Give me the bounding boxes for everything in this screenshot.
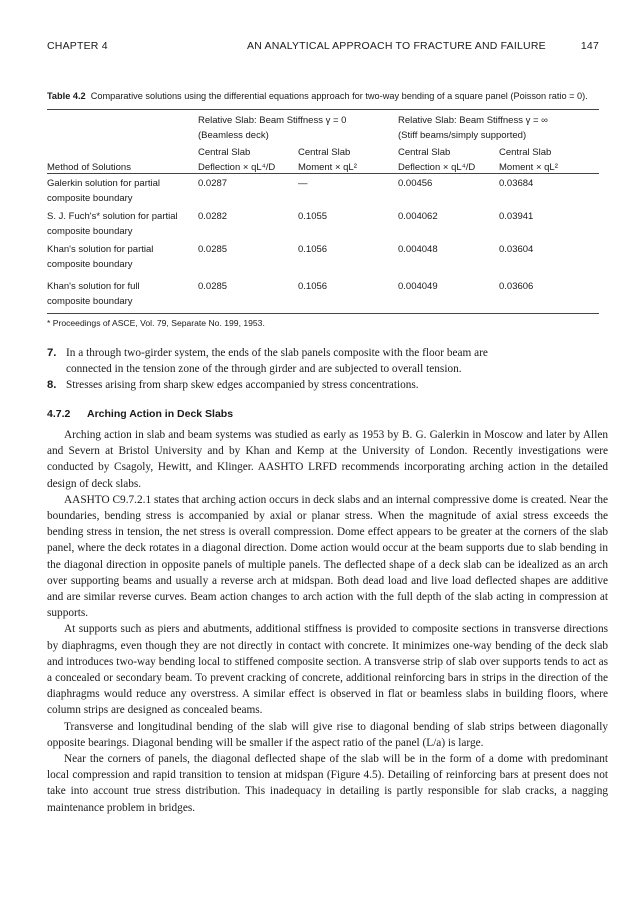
list-number: 7.	[47, 347, 57, 359]
column-header-line: Moment × qL²	[499, 162, 558, 173]
section-title: Arching Action in Deck Slabs	[87, 408, 234, 420]
table-cell: 0.03684	[499, 178, 534, 189]
chapter-title: AN ANALYTICAL APPROACH TO FRACTURE AND FAILURE	[247, 40, 546, 52]
table-label: Table 4.2	[47, 91, 86, 101]
column-header-line: Central Slab	[198, 147, 251, 158]
method-line: composite boundary	[47, 193, 133, 204]
table-cell: 0.03604	[499, 244, 534, 255]
list-item-8	[47, 377, 607, 395]
list-line: Stresses arising from sharp skew edges accompanied by stress concentrations.	[66, 379, 419, 391]
table-bottom-rule	[47, 313, 599, 314]
page-number: 147	[580, 40, 599, 52]
paragraph: At supports such as piers and abutments, additional stiffness is provided to composite sections in transverse directions by diaphragms, even though they are not directly in contact with concrete. It minimizes one-way bending of the deck slab and introduces two-way bending local to stiffened composite section. A transverse strip of slab over supports tends to act as a concealed or secondary beam. To prevent cracking of concrete, additional reinforcing bars in strips in the direction of the diaphragms would reduce any overstress. A similar effect is observed in flat or beamless slabs in building floors, where column strips are designed as concealed beams.	[47, 623, 608, 717]
method-line: Galerkin solution for partial	[47, 178, 160, 189]
method-line: composite boundary	[47, 296, 133, 307]
method-line: composite boundary	[47, 226, 133, 237]
list-text	[66, 377, 556, 393]
column-header-moment-2	[499, 145, 558, 175]
group-header-line: Relative Slab: Beam Stiffness γ = ∞	[398, 115, 548, 126]
list-number: 8.	[47, 379, 57, 391]
table-row-method	[47, 209, 192, 239]
group-header-line: Relative Slab: Beam Stiffness γ = 0	[198, 115, 347, 126]
table-cell: 0.1055	[298, 211, 328, 222]
paragraph: Near the corners of panels, the diagonal deflected shape of the slab will be in the form of a dome with predominant local compression and rapid transition to tension at midspan (Figure 4.5). Detailing of reinforcing bars at present does not take into account true stress distribution. This inadequacy in detailing is partly responsible for slab cracks, a nagging maintenance problem in bridges.	[47, 753, 608, 814]
table-body	[47, 176, 599, 311]
column-header-line: Deflection × qL⁴/D	[398, 162, 476, 173]
table-header-rule	[47, 173, 599, 174]
table-row-method	[47, 242, 192, 272]
column-header-line	[47, 145, 131, 160]
table-cell: —	[298, 178, 308, 189]
section-number: 4.7.2	[47, 408, 71, 420]
table-cell: 0.004049	[398, 281, 438, 292]
method-line: composite boundary	[47, 259, 133, 270]
column-header-line: Method of Solutions	[47, 162, 131, 173]
group-header-line: (Beamless deck)	[198, 130, 269, 141]
section-heading	[47, 408, 233, 420]
table-cell: 0.03606	[499, 281, 534, 292]
list-text	[66, 345, 556, 377]
paragraph: AASHTO C9.7.2.1 states that arching action occurs in deck slabs and an internal compressive dome is created. Near the boundaries, bending stress is accompanied by axial or planar stress. When the magnitude of axial stress exceeds the bending stress in tension, the net stress is overall compression. Dome effect appears to be greater at the corners of the slab panel, where the deck rotates in a diagonal direction. Dome action would occur at the beam supports due to slab bending in the diagonal direction in opposite panels of multiple panels. The deflected shape of a deck slab can be idealized as an arch over supporting beams and usually a reverse arch at midspan. Both dead load and live load deflected shapes are additive and are similar reverse curves. Beam action changes to arch action with the full depth of the slab acting in compression at supports.	[47, 493, 608, 620]
group-header-beamless	[198, 113, 346, 143]
column-header-deflection-1	[198, 145, 275, 175]
running-header	[47, 40, 599, 56]
list-line: In a through two-girder system, the ends of the slab panels composite with the floor beam are	[66, 347, 488, 359]
table-cell: 0.0282	[198, 211, 228, 222]
paragraph: Transverse and longitudinal bending of the slab will give rise to diagonal bending of slab strips between diagonally opposite bearings. Diagonal bending will be smaller if the aspect ratio of the panel (L/a) is large.	[47, 720, 608, 749]
table-cell: 0.0285	[198, 244, 228, 255]
column-header-line: Central Slab	[499, 147, 552, 158]
table-cell: 0.0287	[198, 178, 228, 189]
method-line: Khan's solution for partial	[47, 244, 154, 255]
column-header-moment-1	[298, 145, 357, 175]
table-cell: 0.004048	[398, 244, 438, 255]
group-header-line: (Stiff beams/simply supported)	[398, 130, 527, 141]
table-cell: 0.004062	[398, 211, 438, 222]
body-text	[47, 427, 608, 816]
table-caption-text: Comparative solutions using the differential equations approach for two-way bending of a square panel (Poisson ratio = 0).	[90, 91, 588, 101]
table-cell: 0.1056	[298, 244, 328, 255]
list-line: connected in the tension zone of the through girder and are subjected to overall tension.	[66, 363, 462, 375]
list-item-7	[47, 345, 607, 379]
table-footnote: * Proceedings of ASCE, Vol. 79, Separate No. 199, 1953.	[47, 318, 265, 328]
table-row-method	[47, 279, 192, 309]
column-header-method	[47, 145, 131, 175]
group-header-stiff	[398, 113, 548, 143]
column-header-line: Central Slab	[398, 147, 451, 158]
column-header-line: Central Slab	[298, 147, 351, 158]
table-cell: 0.03941	[499, 211, 534, 222]
chapter-label: CHAPTER 4	[47, 40, 108, 52]
column-header-deflection-2	[398, 145, 475, 175]
table-cell: 0.1056	[298, 281, 328, 292]
column-header-line: Deflection × qL⁴/D	[198, 162, 276, 173]
method-line: Khan's solution for full	[47, 281, 140, 292]
table-row-method	[47, 176, 192, 206]
column-header-line: Moment × qL²	[298, 162, 357, 173]
method-line: S. J. Fuch's* solution for partial	[47, 211, 178, 222]
table-caption	[47, 91, 607, 101]
table-cell: 0.00456	[398, 178, 433, 189]
paragraph: Arching action in slab and beam systems was studied as early as 1953 by B. G. Galerkin in Moscow and later by Allen and Severn at Bristol University and by Khan and Kemp at the University of London. Recently investigations were conducted by Csagoly, Hewitt, and Klinger. AASHTO LRFD recommends incorporating arching action in the detailed design of deck slabs.	[47, 429, 608, 490]
table-cell: 0.0285	[198, 281, 228, 292]
